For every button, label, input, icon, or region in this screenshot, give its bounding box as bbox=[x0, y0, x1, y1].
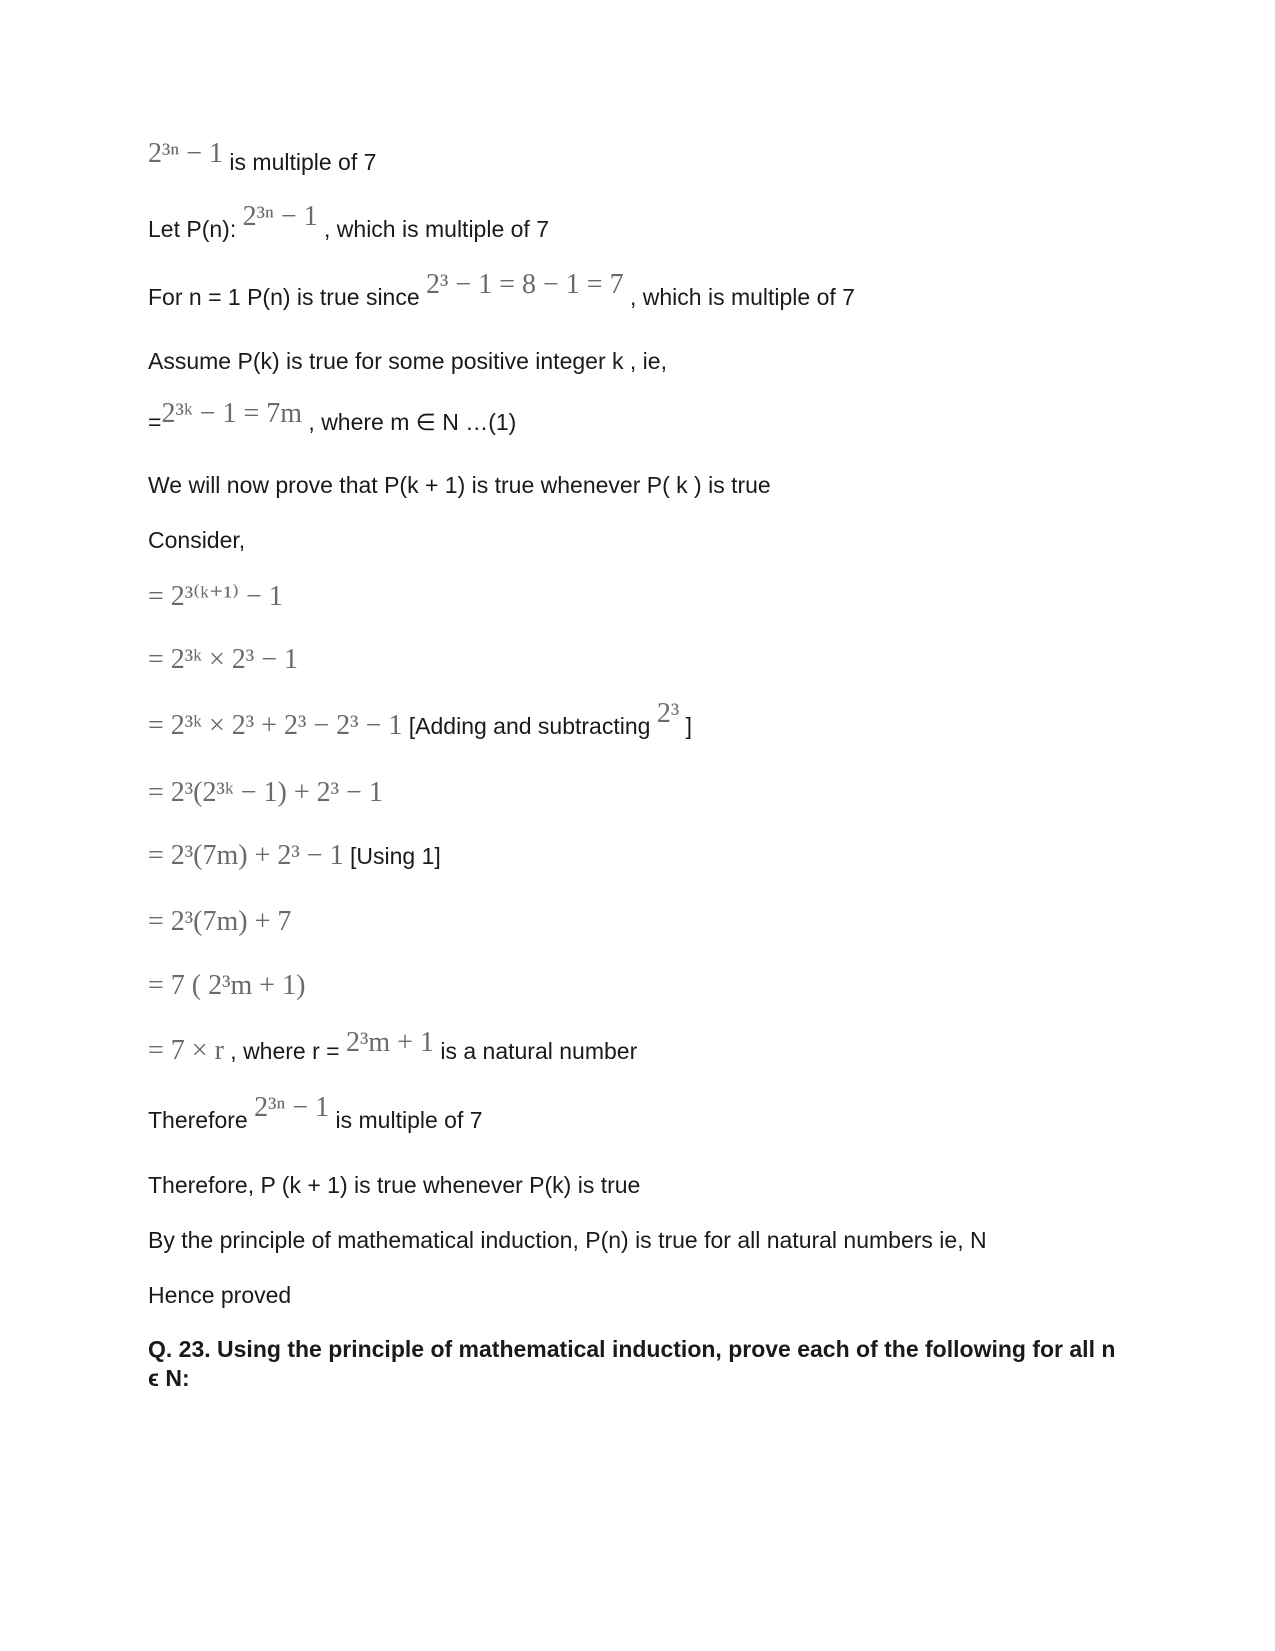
text: By the principle of mathematical induction, P(n) is true for all natural numbers ie, N bbox=[148, 1227, 987, 1253]
line-hypothesis bbox=[148, 398, 517, 436]
line-step-7 bbox=[148, 972, 305, 1000]
math-expr: = 7 ( 2³m + 1) bbox=[148, 970, 306, 1001]
math-expr: 2³ − 1 = 8 − 1 = 7 bbox=[426, 269, 624, 300]
text: is multiple of 7 bbox=[329, 1107, 483, 1133]
line-step-5 bbox=[148, 842, 441, 870]
text: Assume P(k) is true for some positive integer k , ie, bbox=[148, 348, 667, 374]
math-expr: = 7 × r bbox=[148, 1035, 224, 1066]
line-step-6 bbox=[148, 908, 291, 936]
text: We will now prove that P(k + 1) is true whenever P( k ) is true bbox=[148, 472, 771, 498]
text: Therefore, P (k + 1) is true whenever P(k) is true bbox=[148, 1172, 641, 1198]
text: , where m ∈ N …(1) bbox=[308, 409, 517, 435]
math-expr: 2³m + 1 bbox=[345, 1027, 434, 1058]
math-expr: = 2³(7m) + 7 bbox=[148, 906, 292, 937]
text: Let P(n): bbox=[148, 216, 243, 242]
line-step-3 bbox=[148, 698, 693, 741]
math-expr: = 2³(7m) + 2³ − 1 bbox=[148, 840, 344, 871]
text: is a natural number bbox=[433, 1038, 638, 1064]
text: Therefore bbox=[148, 1107, 255, 1133]
text: [Using 1] bbox=[343, 843, 441, 869]
line-consider bbox=[148, 529, 245, 552]
math-expr: 2³ bbox=[656, 698, 680, 729]
line-step-1 bbox=[148, 583, 283, 611]
line-statement bbox=[148, 138, 377, 176]
text: Consider, bbox=[148, 527, 246, 553]
text: ] bbox=[679, 713, 693, 739]
math-expr: = 2³ᵏ × 2³ − 1 bbox=[148, 644, 298, 675]
math-expr: 2³ⁿ − 1 bbox=[254, 1092, 330, 1123]
line-assume bbox=[148, 350, 667, 373]
text: For n = 1 P(n) is true since bbox=[148, 284, 427, 310]
line-principle bbox=[148, 1229, 987, 1252]
question-heading: Q. 23. Using the principle of mathematical induction, prove each of the following for all n ϵ N: bbox=[148, 1336, 1116, 1391]
text: [Adding and subtracting bbox=[402, 713, 657, 739]
text: is multiple of 7 bbox=[229, 149, 377, 175]
text: , which is multiple of 7 bbox=[324, 216, 549, 242]
math-expr: = 2³⁽ᵏ⁺¹⁾ − 1 bbox=[148, 581, 283, 612]
math-expr: 2³ⁿ − 1 bbox=[242, 201, 318, 232]
line-let-pn bbox=[148, 201, 549, 243]
text: = bbox=[148, 409, 162, 435]
line-step-8 bbox=[148, 1027, 638, 1066]
math-expr: 2³ᵏ − 1 = 7m bbox=[161, 398, 303, 429]
line-therefore-true bbox=[148, 1174, 640, 1197]
line-prove bbox=[148, 474, 771, 497]
text: Hence proved bbox=[148, 1282, 292, 1308]
line-step-2 bbox=[148, 646, 298, 674]
math-expr: 2³ⁿ − 1 bbox=[148, 138, 224, 169]
line-step-4 bbox=[148, 779, 383, 807]
math-expr: = 2³ᵏ × 2³ + 2³ − 2³ − 1 bbox=[148, 710, 403, 741]
line-hence-proved bbox=[148, 1284, 291, 1307]
line-therefore-multiple bbox=[148, 1092, 483, 1134]
text: , which is multiple of 7 bbox=[629, 284, 855, 310]
math-expr: = 2³(2³ᵏ − 1) + 2³ − 1 bbox=[148, 777, 383, 808]
text: , where r = bbox=[223, 1038, 346, 1064]
line-base-case bbox=[148, 269, 855, 311]
